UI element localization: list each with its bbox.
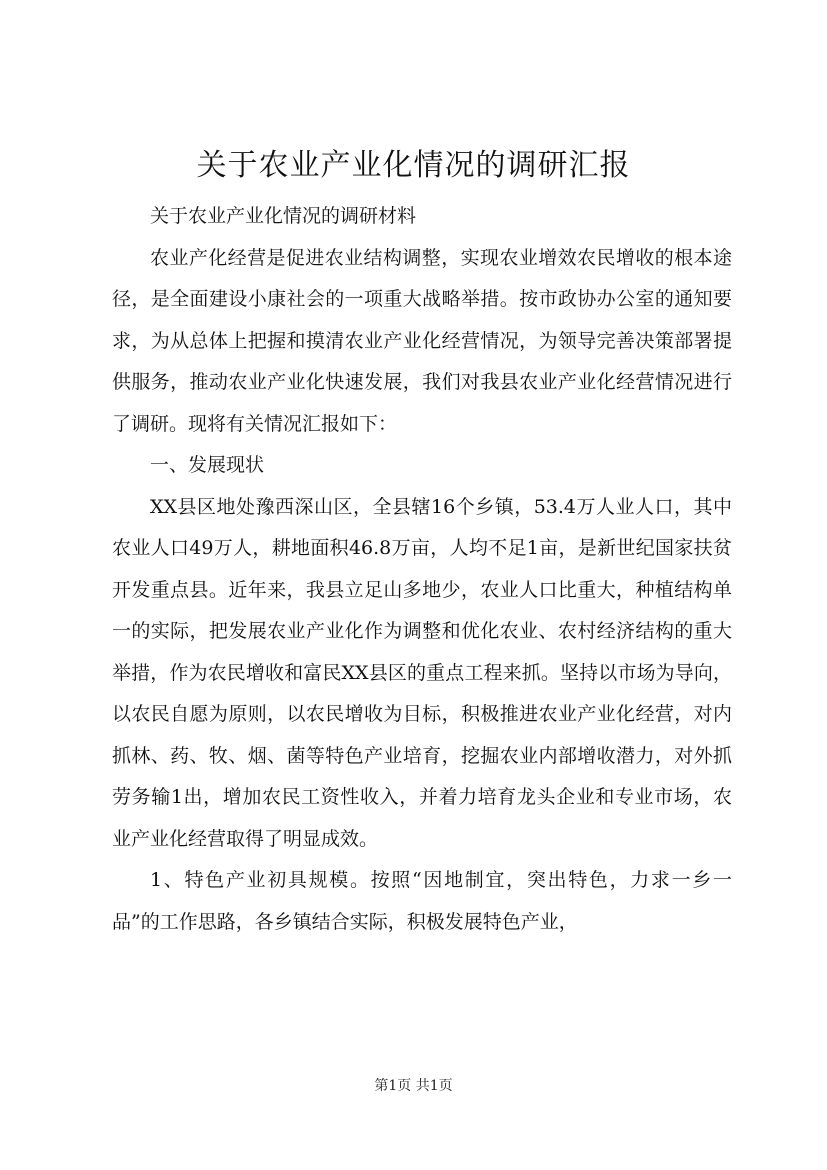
page-footer: 第1页 共1页 xyxy=(374,1078,453,1094)
status-paragraph: XX县区地处豫西深山区，全县辖16个乡镇，53.4万人业人口，其中农业人口49万人，耕地面积46.8万亩，人均不足1亩，是新世纪国家扶贫开发重点县。近年来，我县立足山多地少，农业人口比重大，种植结构单一的实际，把发展农业产业化作为调整和优化农业、农村经济结构的重大举措，作为农民增收和富民XX县区的重点工程来抓。坚持以市场为导向，以农民自愿为原则，以农民增收为目标，积极推进农业产业化经营，对内抓林、药、牧、烟、菌等特色产业培育，挖掘农业内部增收潜力，对外抓劳务输1出，增加农民工资性收入，并着力培育龙头企业和专业市场，农业产业化经营取得了明显成效。 xyxy=(112,495,732,850)
intro-paragraph: 农业产化经营是促进农业结构调整，实现农业增效农民增收的根本途径，是全面建设小康社会的一项重大战略举措。按市政协办公室的通知要求，为从总体上把握和摸清农业产业化经营情况，为领导完善决策部署提供服务，推动农业产业化快速发展，我们对我县农业产业化经营情况进行了调研。现将有关情况汇报如下： xyxy=(112,246,732,435)
document-title: 关于农业产业化情况的调研汇报 xyxy=(196,148,631,183)
document-body xyxy=(112,196,732,943)
subtitle-paragraph: 关于农业产业化情况的调研材料 xyxy=(150,205,417,227)
feature-industry-paragraph: 1、特色产业初具规模。按照“因地制宜，突出特色，力求一乡一品”的工作思路，各乡镇结合实际，积极发展特色产业， xyxy=(112,869,732,933)
section-heading: 一、发展现状 xyxy=(150,454,265,476)
